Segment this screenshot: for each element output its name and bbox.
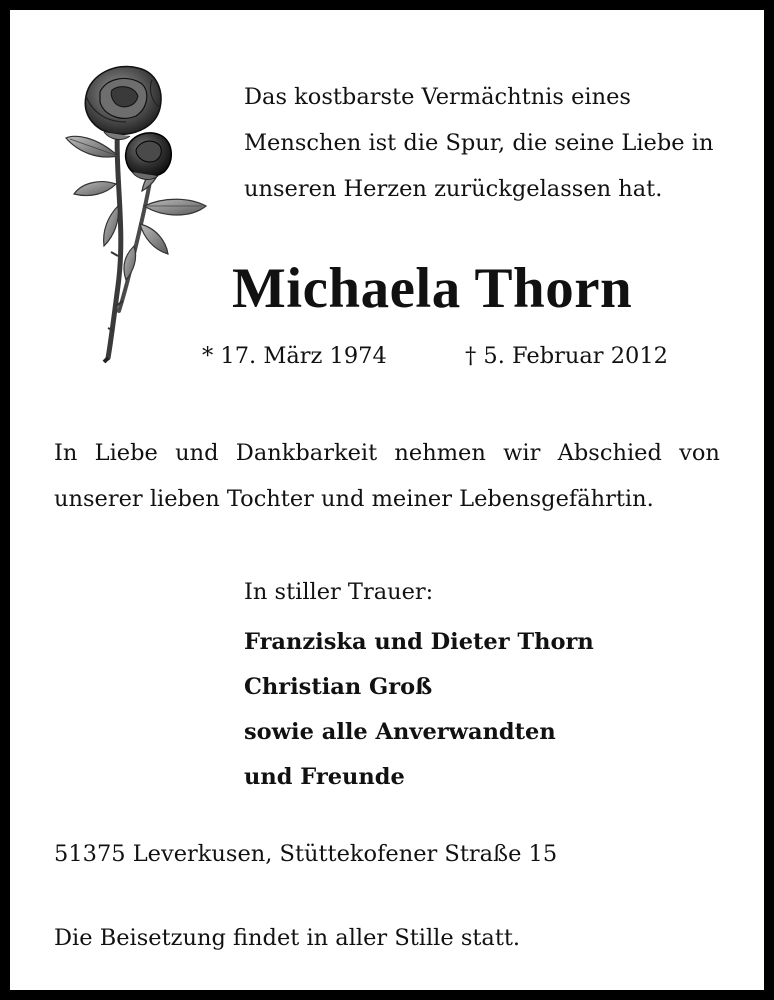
- quote-line: Menschen ist die Spur, die seine Liebe in: [244, 130, 714, 156]
- mourner-name: Christian Groß: [244, 674, 433, 700]
- mourner-name: Franziska und Dieter Thorn: [244, 629, 594, 655]
- farewell-word: wir: [503, 440, 541, 466]
- mourner-name: und Freunde: [244, 764, 405, 790]
- farewell-word: und: [175, 440, 219, 466]
- farewell-word: Dankbarkeit: [235, 440, 378, 466]
- memorial-quote: [244, 74, 744, 212]
- farewell-message: [54, 430, 720, 522]
- farewell-word: In: [54, 440, 78, 466]
- mourner-name: sowie alle Anverwandten: [244, 719, 556, 745]
- quote-line: Das kostbarste Vermächtnis eines: [244, 84, 631, 110]
- rose-icon: [56, 56, 216, 366]
- birth-date: * 17. März 1974: [202, 343, 387, 369]
- farewell-word: Liebe: [94, 440, 158, 466]
- farewell-line-2: unserer lieben Tochter und meiner Lebensgefährtin.: [54, 486, 654, 512]
- deceased-name: Michaela Thorn: [232, 257, 633, 320]
- farewell-word: von: [679, 440, 720, 466]
- death-date: † 5. Februar 2012: [465, 343, 668, 369]
- mourning-intro: In stiller Trauer:: [244, 579, 434, 605]
- mourner-list: [244, 620, 594, 800]
- funeral-note: Die Beisetzung findet in aller Stille statt.: [54, 925, 521, 951]
- quote-line: unseren Herzen zurückgelassen hat.: [244, 176, 663, 202]
- family-address: 51375 Leverkusen, Stüttekofener Straße 15: [54, 841, 558, 867]
- farewell-word: Abschied: [557, 440, 662, 466]
- farewell-line-1: [54, 430, 720, 476]
- farewell-word: nehmen: [394, 440, 486, 466]
